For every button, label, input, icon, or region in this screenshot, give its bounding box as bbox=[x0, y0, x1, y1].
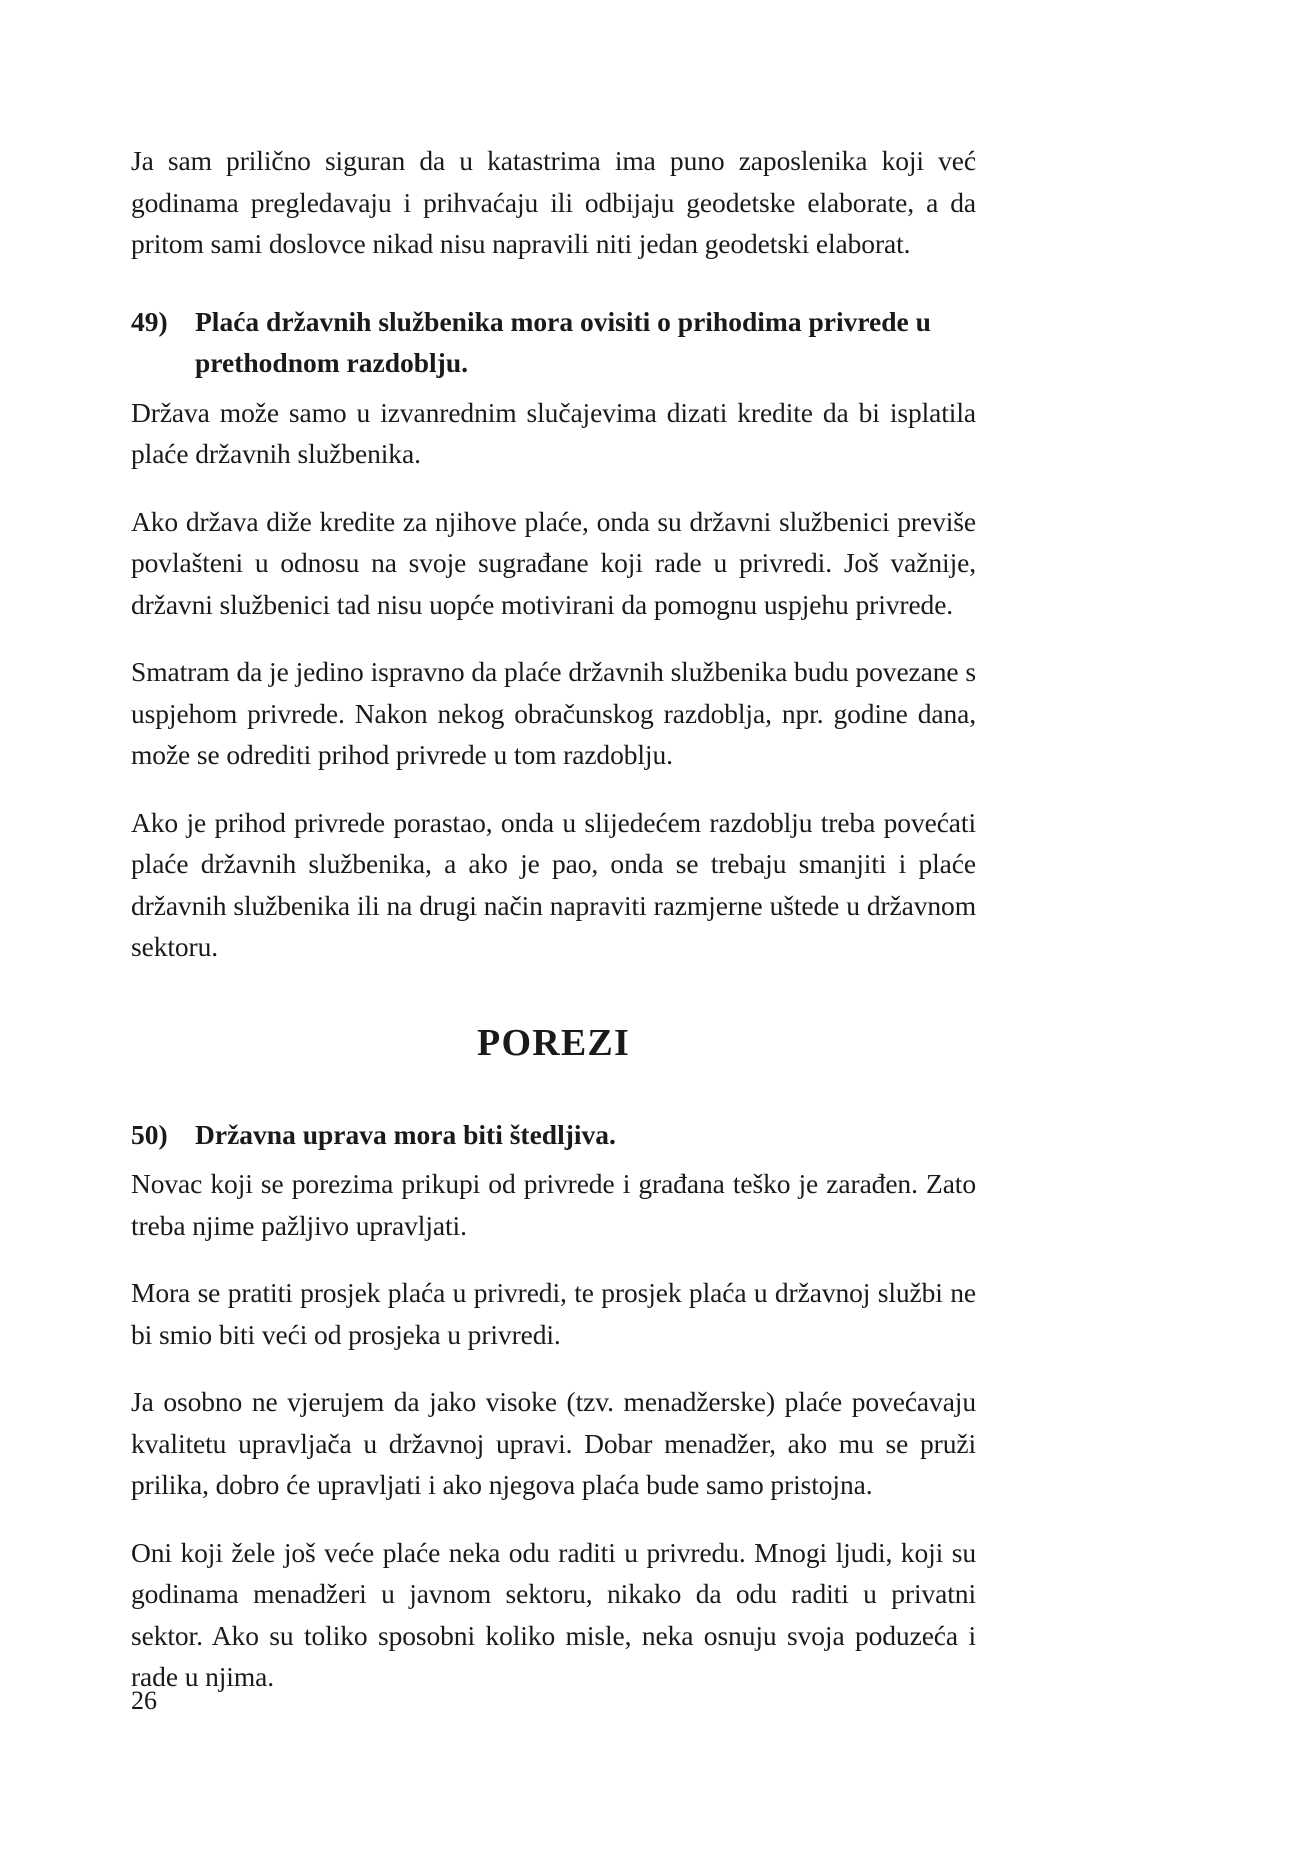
page-number: 26 bbox=[131, 1686, 157, 1715]
heading-49-text: Plaća državnih službenika mora ovisiti o prihodima privrede u prethodnom razdoblju. bbox=[195, 305, 931, 378]
paragraph-49-3: Smatram da je jedino ispravno da plaće državnih službenika budu povezane s uspjehom privrede. Nakon nekog obračunskog razdoblja, npr. godine dana, može se odrediti prihod privrede u tom razdoblju. bbox=[131, 656, 976, 770]
heading-50-text: Državna uprava mora biti štedljiva. bbox=[195, 1118, 616, 1150]
numbered-heading-49 bbox=[131, 301, 976, 384]
paragraph-50-2: Mora se pratiti prosjek plaća u privredi, te prosjek plaća u državnoj službi ne bi smio biti veći od prosjeka u privredi. bbox=[131, 1277, 976, 1350]
section-title-porezi: POREZI bbox=[477, 1021, 630, 1064]
paragraph-50-1: Novac koji se porezima prikupi od privrede i građana teško je zarađen. Zato treba njime pažljivo upravljati. bbox=[131, 1168, 976, 1241]
heading-50-number: 50) bbox=[131, 1118, 168, 1150]
paragraph-49-1: Država može samo u izvanrednim slučajevima dizati kredite da bi isplatila plaće državnih službenika. bbox=[131, 396, 976, 469]
paragraph-50-4: Oni koji žele još veće plaće neka odu raditi u privredu. Mnogi ljudi, koji su godinama menadžeri u javnom sektoru, nikako da odu raditi u privatni sektor. Ako su toliko sposobni koliko misle, neka osnuju svoja poduzeća i rade u njima. bbox=[131, 1536, 976, 1692]
paragraph-50-3: Ja osobno ne vjerujem da jako visoke (tzv. menadžerske) plaće povećavaju kvalitetu upravljača u državnoj upravi. Dobar menadžer, ako mu se pruži prilika, dobro će upravljati i ako njegova plaća bude samo pristojna. bbox=[131, 1386, 976, 1500]
paragraph-49-2: Ako država diže kredite za njihove plaće, onda su državni službenici previše povlašteni u odnosu na svoje sugrađane koji rade u privredi. Još važnije, državni službenici tad nisu uopće motivirani da pomognu uspjehu privrede. bbox=[131, 505, 976, 620]
numbered-heading-50 bbox=[131, 1114, 976, 1156]
page-text-column bbox=[131, 140, 976, 1724]
heading-49-number: 49) bbox=[131, 305, 168, 337]
paragraph-49-4: Ako je prihod privrede porastao, onda u slijedećem razdoblju treba povećati plaće državnih službenika, a ako je pao, onda se trebaju smanjiti i plaće državnih službenika ili na drugi način napraviti razmjerne uštede u državnom sektoru. bbox=[131, 806, 976, 962]
paragraph-intro: Ja sam prilično siguran da u katastrima ima puno zaposlenika koji već godinama pregledavaju i prihvaćaju ili odbijaju geodetske elaborate, a da pritom sami doslovce nikad nisu napravili niti jedan geodetski elaborat. bbox=[131, 145, 976, 259]
